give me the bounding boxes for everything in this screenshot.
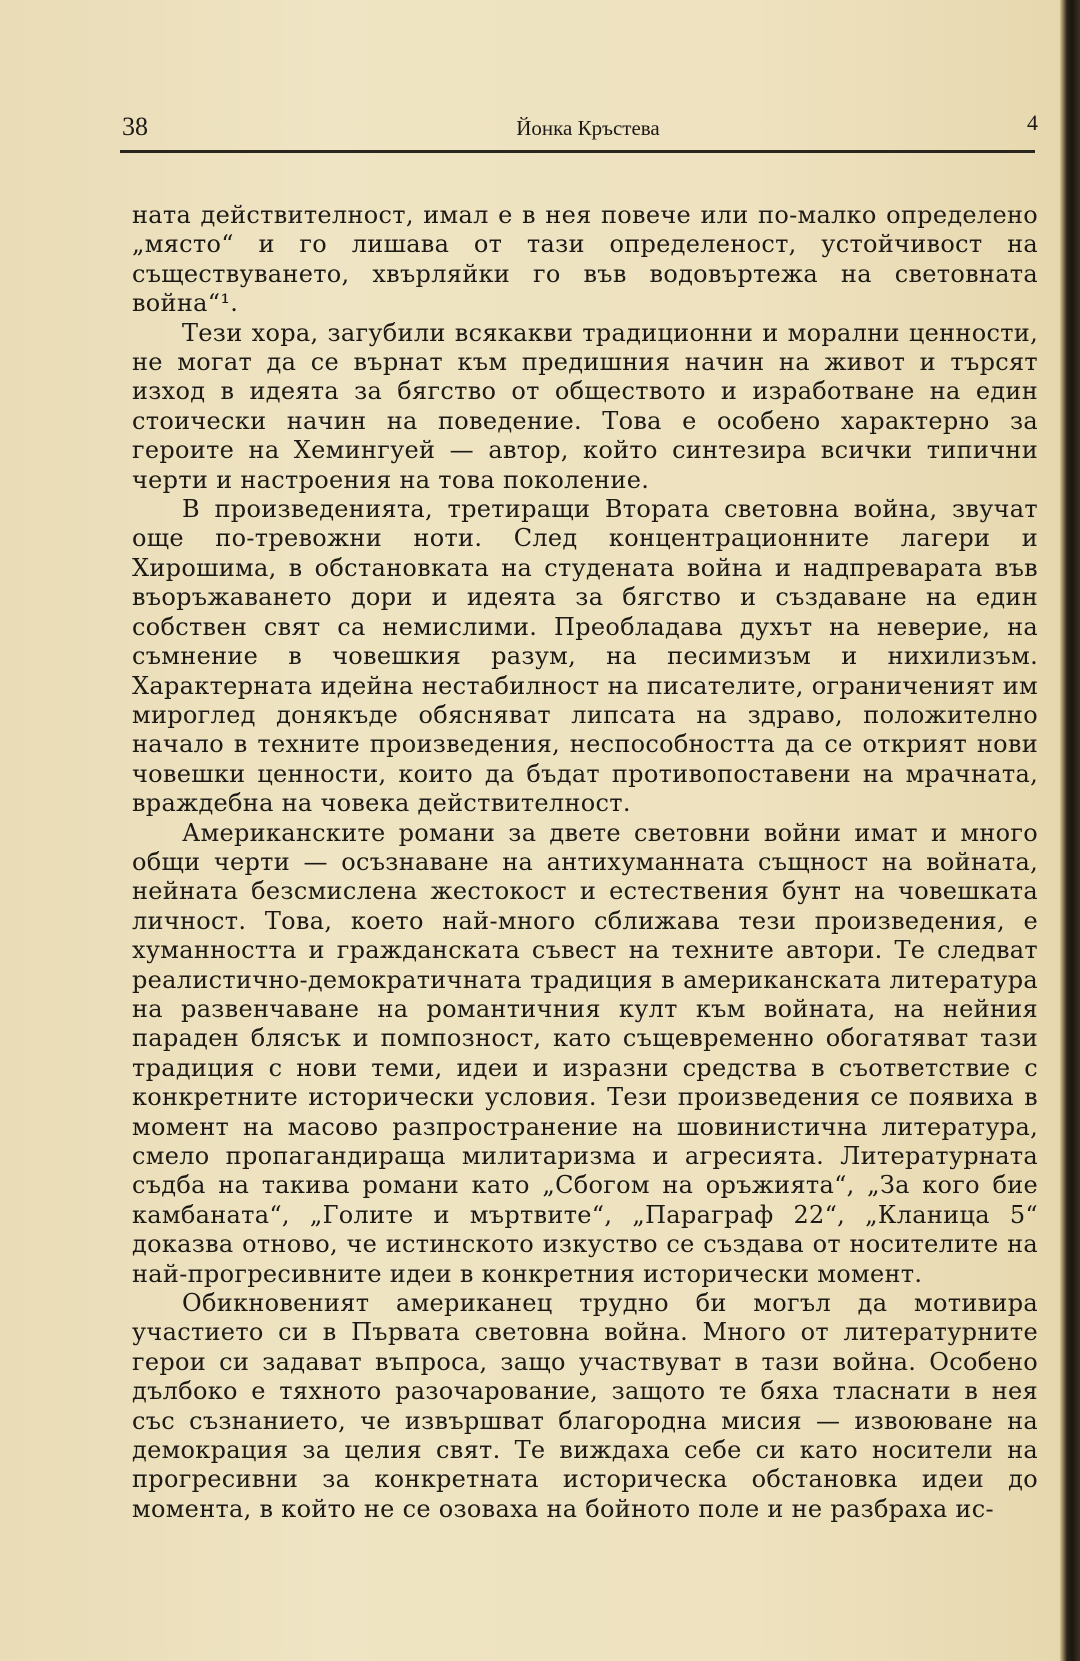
page-number: 38 [122, 112, 148, 141]
page-header [118, 108, 1038, 148]
paragraph: Обикновеният американец трудно би могъл да мотивира участието си в Първата световна война. Много от литературните герои си задават въпроса, защо участвуват в тази война. Особено дълбоко е тяхното разочарование, защото те бяха тласнати в нея със съзнанието, че извършват благородна мисия — извоюване на демокрация за целия свят. Те виждаха себе си като носители на прогресивни за конкретната историческа обстановка идеи до момента, в който не се озоваха на бойното поле и не разбраха ис- [132, 1289, 1038, 1523]
page-edge-shadow [1060, 0, 1080, 1661]
paragraph: В произведенията, третиращи Втората световна война, звучат още по-тревожни ноти. След концентрационните лагери и Хирошима, в обстановката на студената война и надпреварата във въоръжаването дори и идеята за бягство и създаване на един собствен свят са немислими. Преобладава духът на неверие, на съмнение в човешкия разум, на песимизъм и нихилизъм. Характерната идейна нестабилност на писателите, ограниченият им мироглед донякъде обясняват липсата на здраво, положително начало в техните произведения, неспособността да се открият нови човешки ценности, които да бъдат противопоставени на мрачната, враждебна на човека действителност. [132, 495, 1038, 818]
paragraph: ната действителност, имал е в нея повече или по-малко определено „място“ и го лишава от тази определеност, устойчивост на съществуването, хвърляйки го във водовъртежа на световната война“¹. [132, 201, 1038, 318]
running-head: Йонка Кръстева [516, 116, 660, 140]
paragraph: Американските романи за двете световни войни имат и много общи черти — осъзнаване на антихуманната същност на войната, нейната безсмислена жестокост и естествения бунт на човешката личност. Това, което най-много сближава тези произведения, е хуманността и гражданската съвест на техните автори. Те следват реалистично-демократичната традиция в американската литература на развенчаване на романтичния култ към войната, на нейния параден блясък и помпозност, като същевременно обогатяват тази традиция с нови теми, идеи и изразни средства в съответствие с конкретните исторически условия. Тези произведения се появиха в момент на масово разпространение на шовинистична литература, смело пропагандираща милитаризма и агресията. Литературната съдба на такива романи като „Сбогом на оръжията“, „За кого бие камбаната“, „Голите и мъртвите“, „Параграф 22“, „Кланица 5“ доказва отново, че истинското изкуство се създава от носителите на най-прогресивните идеи в конкретния исторически момент. [132, 818, 1038, 1288]
header-rule [120, 150, 1035, 153]
paragraph: Тези хора, загубили всякакви традиционни и морални ценности, не могат да се върнат към предишния начин на живот и търсят изход в идеята за бягство от обществото и изработване на един стоически начин на поведение. Това е особено характерно за героите на Хемингуей — автор, който синтезира всички типични черти и настроения на това поколение. [132, 318, 1038, 494]
corner-mark: 4 [1027, 110, 1038, 135]
body-text [132, 201, 1038, 1524]
